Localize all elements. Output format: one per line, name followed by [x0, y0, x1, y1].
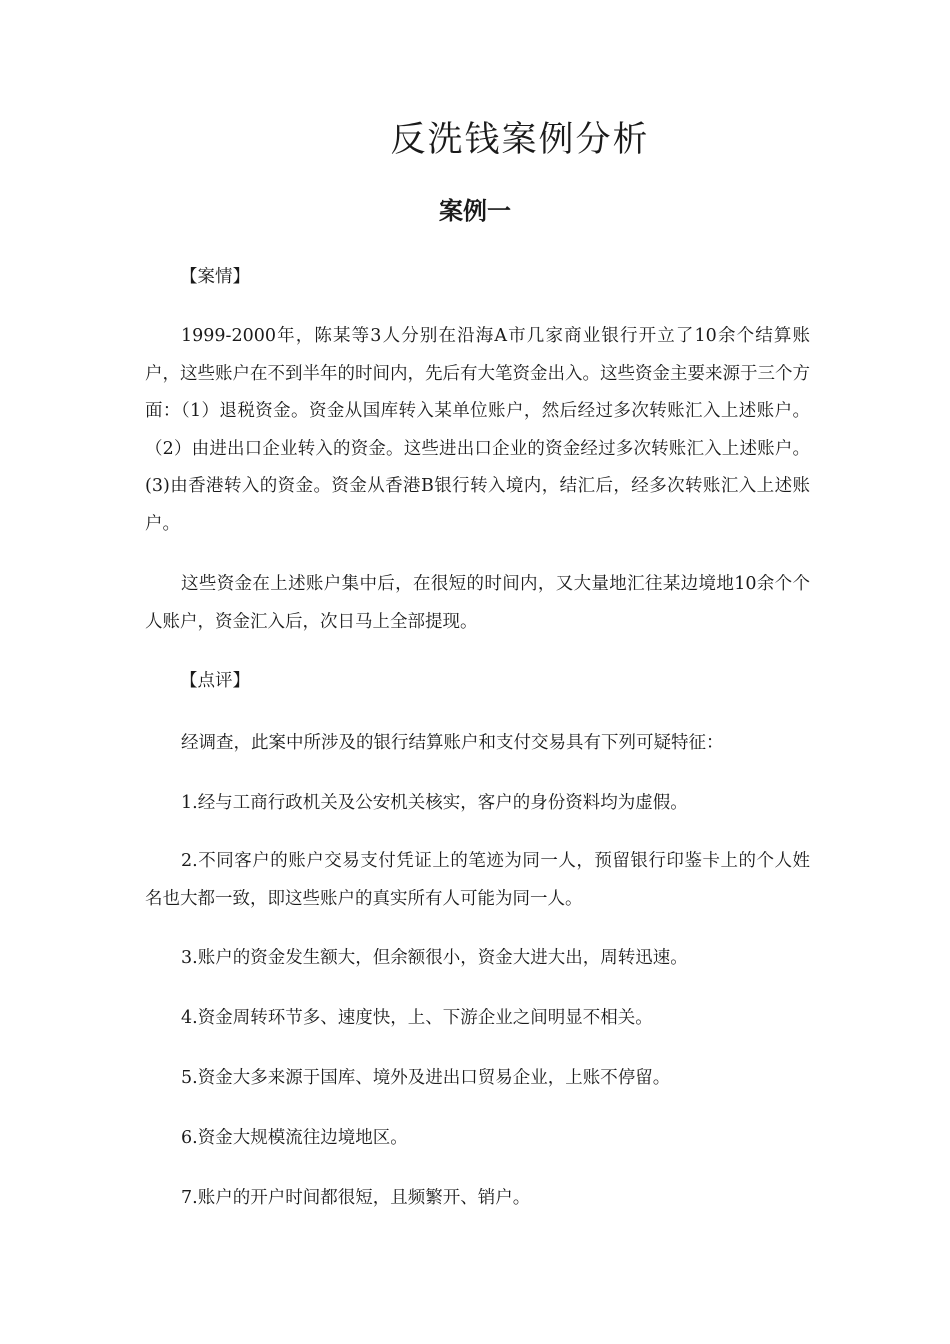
review-point-3: 3.账户的资金发生额大，但余额很小，资金大进大出，周转迅速。	[181, 948, 688, 968]
review-intro: 经调查，此案中所涉及的银行结算账户和支付交易具有下列可疑特征：	[181, 733, 724, 753]
document-title: 反洗钱案例分析	[390, 120, 650, 160]
review-point-5: 5.资金大多来源于国库、境外及进出口贸易企业，上账不停留。	[181, 1068, 671, 1088]
case-paragraph-1: 1999-2000年，陈某等3人分别在沿海A市几家商业银行开立了10余个结算账户，这些账户在不到半年的时间内，先后有大笔资金出入。这些资金主要来源于三个方面：（1）退税资金。资金从国库转入某单位账户，然后经过多次转账汇入上述账户。（2）由进出口企业转入的资金。这些进出口企业的资金经过多次转账汇入上述账户。(3)由香港转入的资金。资金从香港B银行转入境内，结汇后，经多次转账汇入上述账户。	[145, 326, 810, 534]
review-point-2: 2.不同客户的账户交易支付凭证上的笔迹为同一人，预留银行印鉴卡上的个人姓名也大都一致，即这些账户的真实所有人可能为同一人。	[145, 851, 810, 909]
review-point-4: 4.资金周转环节多、速度快，上、下游企业之间明显不相关。	[181, 1008, 653, 1028]
case-paragraph-2: 这些资金在上述账户集中后，在很短的时间内，又大量地汇往某边境地10余个个人账户，资金汇入后，次日马上全部提现。	[145, 574, 810, 632]
review-point-1: 1.经与工商行政机关及公安机关核实，客户的身份资料均为虚假。	[181, 793, 688, 813]
review-section-label: 【点评】	[180, 671, 250, 691]
case-heading: 案例一	[439, 197, 511, 225]
review-point-6: 6.资金大规模流往边境地区。	[181, 1128, 408, 1148]
review-point-7: 7.账户的开户时间都很短，且频繁开、销户。	[181, 1188, 531, 1208]
case-section-label: 【案情】	[180, 267, 250, 287]
